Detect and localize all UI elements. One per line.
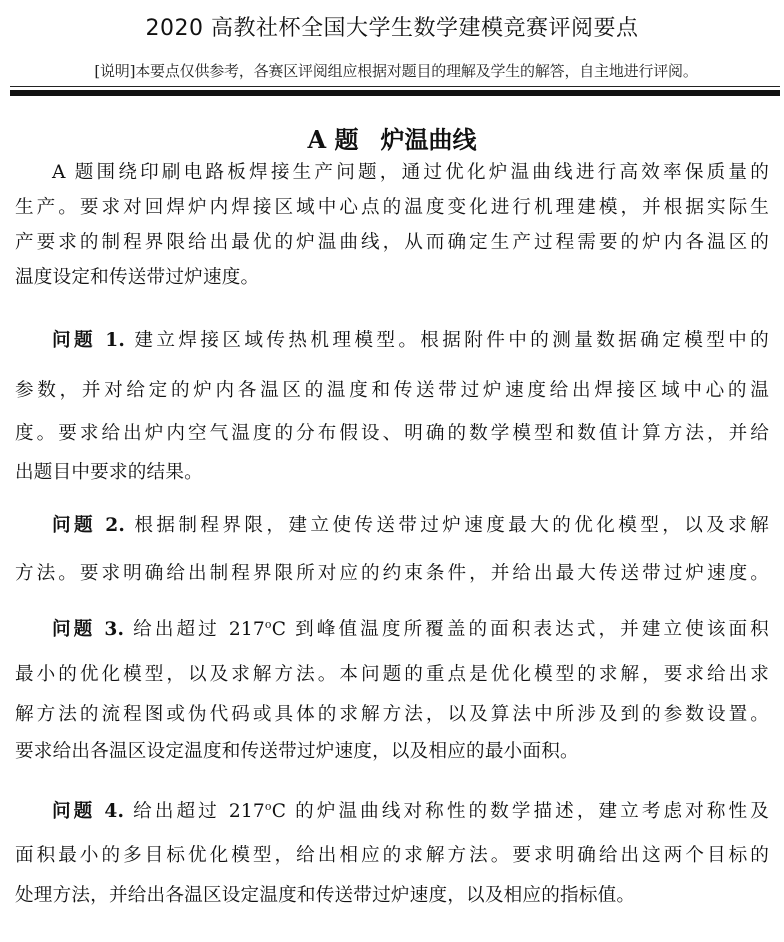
problem-number: 2. [105,515,126,536]
section-title [0,120,784,155]
document-title: 2020 高教社杯全国大学生数学建模竞赛评阅要点 [145,16,639,41]
section-label: A 题 [307,125,359,154]
problem-3-line: 最小的优化模型，以及求解方法。本问题的重点是优化模型的求解，要求给出求 [15,664,769,685]
problem-3-line: 解方法的流程图或伪代码或具体的求解方法，以及算法中所涉及到的参数设置。 [15,704,769,725]
degree-symbol: o [264,618,272,631]
problem-number: 3. [104,619,125,640]
problem-text-post: C 的炉温曲线对称性的数学描述，建立考虑对称性及 [271,801,769,822]
problem-4-first-line [15,794,769,825]
problem-text-post: C 到峰值温度所覆盖的面积表达式，并建立使该面积 [271,619,769,640]
header-rule-thin [10,86,780,87]
problem-text: 根据制程界限，建立使传送带过炉速度最大的优化模型，以及求解 [134,515,769,536]
problem-1-line: 参数，并对给定的炉内各温区的温度和传送带过炉速度给出焊接区域中心的温 [15,380,769,401]
problem-4-line: 处理方法，并给出各温区设定温度和传送带过炉速度，以及相应的指标值。 [15,885,636,906]
intro-line: A 题围绕印刷电路板焊接生产问题，通过优化炉温曲线进行高效率保质量的 [52,162,769,183]
problem-label: 问题 [52,801,96,822]
problem-label: 问题 [52,619,96,640]
problem-4-line: 面积最小的多目标优化模型，给出相应的求解方法。要求明确给出这两个目标的 [15,845,769,866]
problem-1-line: 度。要求给出炉内空气温度的分布假设、明确的数学模型和数值计算方法，并给 [15,423,769,444]
problem-text: 建立焊接区域传热机理模型。根据附件中的测量数据确定模型中的 [134,330,769,351]
problem-1-first-line [15,328,769,354]
degree-symbol: o [264,800,272,813]
problem-3-line: 要求给出各温区设定温度和传送带过炉速度，以及相应的最小面积。 [15,741,579,762]
intro-line: 温度设定和传送带过炉速度。 [15,267,260,288]
problem-text-pre: 给出超过 217 [133,801,265,822]
problem-number: 4. [104,801,125,822]
problem-2-first-line [15,513,769,539]
problem-label: 问题 [52,515,96,536]
problem-text-pre: 给出超过 217 [133,619,265,640]
problem-1-line: 出题目中要求的结果。 [15,462,203,483]
intro-line: 产要求的制程界限给出最优的炉温曲线，从而确定生产过程需要的炉内各温区的 [15,232,769,253]
document-note: [说明]本要点仅供参考，各赛区评阅组应根据对题目的理解及学生的解答，自主地进行评阅。 [94,62,698,80]
intro-line: 生产。要求对回焊炉内焊接区域中心点的温度变化进行机理建模，并根据实际生 [15,197,769,218]
problem-label: 问题 [52,330,96,351]
problem-3-first-line [15,612,769,643]
section-name: 炉温曲线 [380,125,477,154]
problem-2-line: 方法。要求明确给出制程界限所对应的约束条件，并给出最大传送带过炉速度。 [15,563,769,584]
header-rule-thick [10,90,780,96]
problem-number: 1. [105,330,126,351]
